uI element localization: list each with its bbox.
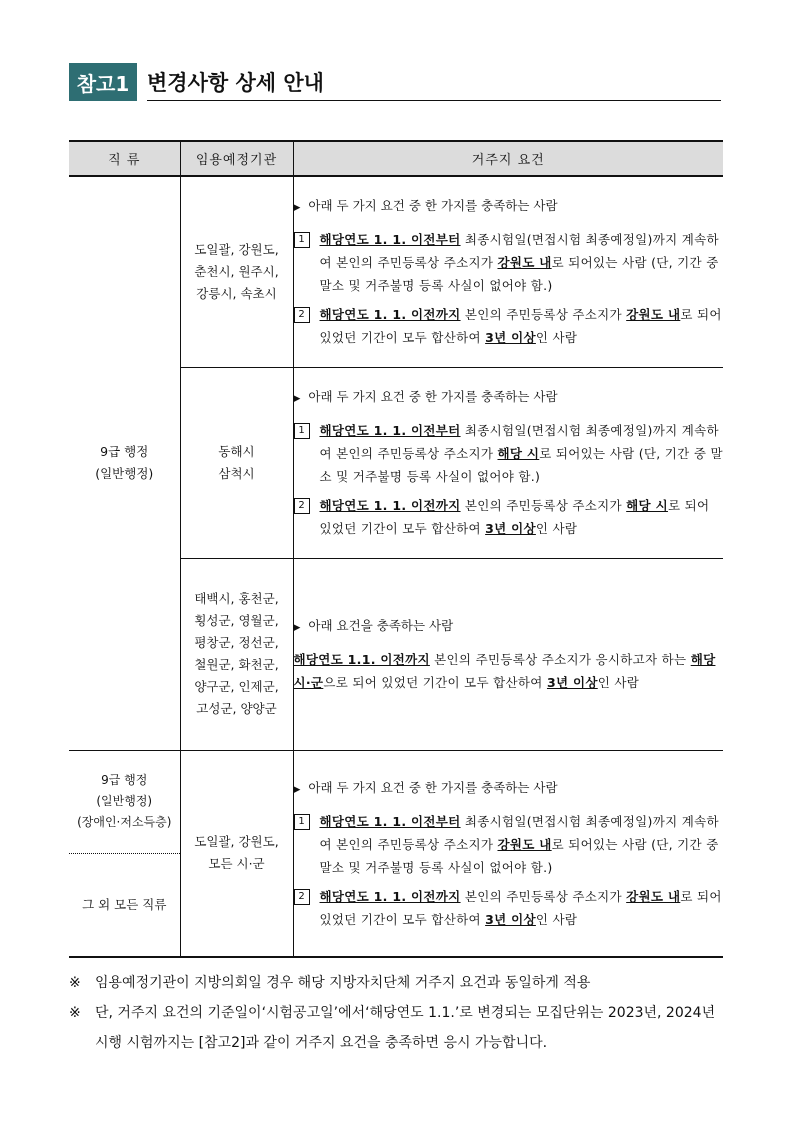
- agency-line: 강릉시, 속초시: [196, 285, 277, 301]
- title-underline: [147, 100, 721, 101]
- column-header-requirement: 거주지 요건: [293, 141, 723, 176]
- category-sub-label: (장애인·저소득층): [77, 815, 172, 829]
- item-number-box: 2: [294, 307, 310, 323]
- item-number-box: 1: [294, 423, 310, 439]
- requirement-cell: [293, 367, 723, 558]
- requirement-item: 1 해당연도 1. 1. 이전부터 최종시험일(면접시험 최종예정일)까지 계속하여 본인의 주민등록상 주소지가 강원도 내로 되어있는 사람 (단, 기간 중 말소 및 거주불명 등록 사실이 없어야 함.): [294, 810, 724, 879]
- agency-cell: [180, 176, 293, 367]
- category-cell: [69, 750, 180, 957]
- requirement-cell: [293, 750, 723, 957]
- requirement-lead: 아래 요건을 충족하는 사람: [308, 618, 454, 633]
- requirement-item: 2 해당연도 1. 1. 이전까지 본인의 주민등록상 주소지가 해당 시로 되어 있었던 기간이 모두 합산하여 3년 이상인 사람: [294, 494, 724, 540]
- agency-line: 춘천시, 원주시,: [194, 263, 279, 279]
- category-other-label: 그 외 모든 직류: [82, 896, 167, 912]
- column-header-category: 직 류: [69, 141, 180, 176]
- table-row: [69, 750, 723, 957]
- table-row: [69, 176, 723, 367]
- page-title: 변경사항 상세 안내: [147, 71, 324, 95]
- agency-line: 동해시: [218, 443, 255, 459]
- requirement-text: 해당연도 1.1. 이전까지 본인의 주민등록상 주소지가 응시하고자 하는 해당 시·군으로 되어 있었던 기간이 모두 합산하여 3년 이상인 사람: [293, 652, 716, 690]
- requirement-item: 1 해당연도 1. 1. 이전부터 최종시험일(면접시험 최종예정일)까지 계속하여 본인의 주민등록상 주소지가 강원도 내로 되어있는 사람 (단, 기간 중 말소 및 거주불명 등록 사실이 없어야 함.): [294, 228, 724, 297]
- triangle-bullet-icon: ▶: [293, 623, 301, 633]
- footnote-text: 임용예정기관이 지방의회일 경우 해당 지방자치단체 거주지 요건과 동일하게 적용: [95, 975, 591, 991]
- item-number-box: 1: [294, 232, 310, 248]
- reference-mark: ※: [69, 975, 81, 991]
- footnotes: [69, 968, 729, 1058]
- agency-cell: [180, 367, 293, 558]
- agency-line: 모든 시·군: [208, 856, 265, 871]
- requirement-lead: 아래 두 가지 요건 중 한 가지를 충족하는 사람: [308, 779, 558, 795]
- agency-cell: [180, 558, 293, 750]
- agency-line: 평창군, 정선군,: [194, 635, 279, 650]
- item-number-box: 1: [294, 814, 310, 830]
- requirement-item: 2 해당연도 1. 1. 이전까지 본인의 주민등록상 주소지가 강원도 내로 되어 있었던 기간이 모두 합산하여 3년 이상인 사람: [294, 885, 724, 931]
- requirement-item: 1 해당연도 1. 1. 이전부터 최종시험일(면접시험 최종예정일)까지 계속하여 본인의 주민등록상 주소지가 해당 시로 되어있는 사람 (단, 기간 중 말소 및 거주불명 등록 사실이 없어야 함.): [294, 419, 724, 488]
- agency-line: 철원군, 화천군,: [194, 657, 279, 672]
- footnote-text: 단, 거주지 요건의 기준일이‘시험공고일’에서‘해당연도 1.1.’로 변경되는 모집단위는 2023년, 2024년 시행 시험까지는 [참고2]과 같이 거주지 요건을 충족하면 응시 가능합니다.: [95, 1005, 716, 1051]
- requirement-cell: [293, 176, 723, 367]
- reference-badge: 참고1: [69, 63, 137, 101]
- category-cell: [69, 176, 180, 750]
- column-header-agency: 임용예정기관: [180, 141, 293, 176]
- agency-line: 삼척시: [218, 465, 255, 481]
- footnote: [69, 968, 729, 998]
- agency-line: 태백시, 홍천군,: [194, 591, 279, 606]
- agency-line: 양구군, 인제군,: [194, 679, 279, 694]
- agency-cell: [180, 750, 293, 957]
- item-number-box: 2: [294, 498, 310, 514]
- table-header-row: [69, 141, 723, 176]
- requirement-lead: 아래 두 가지 요건 중 한 가지를 충족하는 사람: [308, 198, 558, 214]
- agency-line: 고성군, 양양군: [196, 701, 277, 716]
- triangle-bullet-icon: ▶: [293, 394, 301, 404]
- requirement-lead: 아래 두 가지 요건 중 한 가지를 충족하는 사람: [308, 389, 558, 404]
- category-label: 9급 행정: [101, 773, 148, 787]
- reference-mark: ※: [69, 1005, 81, 1021]
- category-sub-label: (일반행정): [96, 794, 153, 808]
- triangle-bullet-icon: ▶: [293, 784, 301, 795]
- agency-line: 도일괄, 강원도,: [194, 241, 279, 257]
- agency-line: 횡성군, 영월군,: [194, 613, 279, 628]
- category-label: 9급 행정: [100, 444, 149, 460]
- category-sub-label: (일반행정): [95, 466, 154, 482]
- requirement-item: 2 해당연도 1. 1. 이전까지 본인의 주민등록상 주소지가 강원도 내로 되어 있었던 기간이 모두 합산하여 3년 이상인 사람: [294, 303, 724, 349]
- requirement-cell: [293, 558, 723, 750]
- agency-line: 도일괄, 강원도,: [194, 834, 279, 849]
- footnote: [69, 998, 729, 1058]
- requirements-table: [69, 140, 723, 958]
- item-number-box: 2: [294, 889, 310, 905]
- triangle-bullet-icon: ▶: [293, 203, 301, 214]
